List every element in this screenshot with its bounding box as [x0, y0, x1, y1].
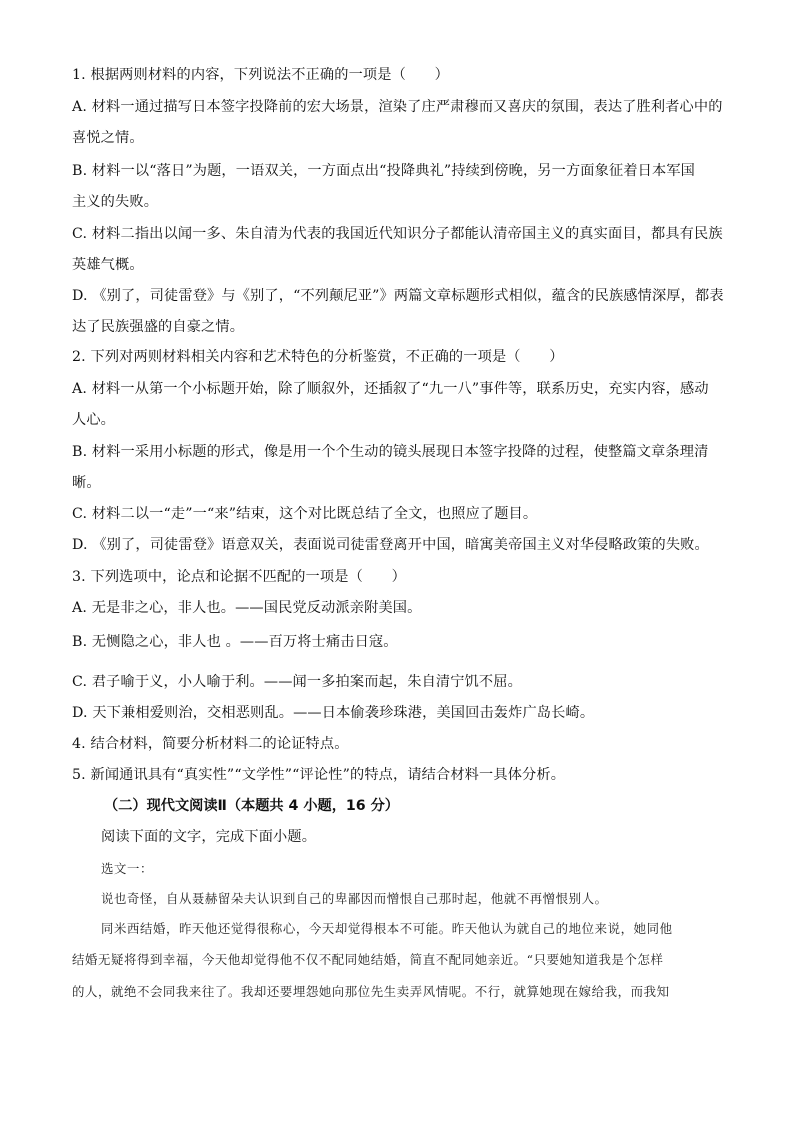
question-1-option-c: C. 材料二指出以闻一多、朱自清为代表的我国近代知识分子都能认清帝国主义的真实面目，都具有民族 — [72, 226, 723, 242]
question-3-option-b: B. 无恻隐之心，非人也 。——百万将士痛击日寇。 — [72, 634, 398, 650]
question-3-option-d: D. 天下兼相爱则治，交相恶则乱。——日本偷袭珍珠港，美国回击轰炸广岛长崎。 — [72, 705, 595, 721]
passage-paragraph-1: 说也奇怪，自从聂赫留朵夫认识到自己的卑鄙因而憎恨自己那时起，他就不再憎恨别人。 — [101, 891, 608, 906]
question-1-option-b: B. 材料一以“落日”为题，一语双关，一方面点出“投降典礼”持续到傍晚，另一方面象征着日本军国 — [72, 163, 696, 179]
passage-paragraph-2: 同米西结婚，昨天他还觉得很称心，今天却觉得根本不可能。昨天他认为就自己的地位来说，她同他 — [101, 921, 673, 936]
passage-paragraph-2-cont: 的人，就绝不会同我来往了。我却还要埋怨她向那位先生卖弄风情呢。不行，就算她现在嫁给我，而我知 — [72, 984, 670, 999]
question-1-option-a-cont: 喜悦之情。 — [72, 130, 144, 146]
question-4: 4. 结合材料，简要分析材料二的论证特点。 — [72, 736, 349, 752]
question-1-option-c-cont: 英雄气概。 — [72, 257, 144, 273]
question-2-option-b: B. 材料一采用小标题的形式，像是用一个个生动的镜头展现日本签字投降的过程，使整篇文章条理清 — [72, 444, 709, 460]
section-heading: （二）现代文阅读Ⅱ（本题共 4 小题，16 分） — [104, 798, 399, 814]
question-1-stem: 1. 根据两则材料的内容，下列说法不正确的一项是（ ） — [72, 67, 449, 83]
question-3-option-c: C. 君子喻于义，小人喻于利。——闻一多拍案而起，朱自清宁饥不屈。 — [72, 674, 522, 690]
question-2-option-c: C. 材料二以一“走”一“来”结束，这个对比既总结了全文，也照应了题目。 — [72, 506, 538, 522]
passage-label: 选文一： — [101, 861, 153, 876]
question-5: 5. 新闻通讯具有“真实性”“文学性”“评论性”的特点，请结合材料一具体分析。 — [72, 767, 566, 783]
question-3-option-a: A. 无是非之心，非人也。——国民党反动派亲附美国。 — [72, 600, 422, 616]
question-3-stem: 3. 下列选项中，论点和论据不匹配的一项是（ ） — [72, 569, 406, 585]
question-2-option-d: D. 《别了，司徒雷登》语意双关，表面说司徒雷登离开中国，暗寓美帝国主义对华侵略政策的失败。 — [72, 537, 709, 553]
question-2-stem: 2. 下列对两则材料相关内容和艺术特色的分析鉴赏，不正确的一项是（ ） — [72, 349, 564, 365]
question-2-option-a-cont: 人心。 — [72, 412, 116, 428]
question-1-option-d: D. 《别了，司徒雷登》与《别了，“不列颠尼亚”》两篇文章标题形式相似，蕴含的民族感情深厚，都表 — [72, 288, 724, 304]
passage-paragraph-2-cont: 结婚无疑将得到幸福，今天他却觉得他不仅不配同她结婚，简直不配同她亲近。“只要她知道我是个怎样 — [72, 952, 664, 967]
question-1-option-a: A. 材料一通过描写日本签字投降前的宏大场景，渲染了庄严肃穆而又喜庆的氛围，表达了胜利者心中的 — [72, 99, 723, 115]
reading-instruction: 阅读下面的文字，完成下面小题。 — [101, 829, 317, 845]
question-1-option-d-cont: 达了民族强盛的自豪之情。 — [72, 319, 245, 335]
question-2-option-b-cont: 晰。 — [72, 475, 101, 491]
question-2-option-a: A. 材料一从第一个小标题开始，除了顺叙外，还插叙了“九一八”事件等，联系历史，充实内容，感动 — [72, 381, 709, 397]
question-1-option-b-cont: 主义的失败。 — [72, 194, 159, 210]
